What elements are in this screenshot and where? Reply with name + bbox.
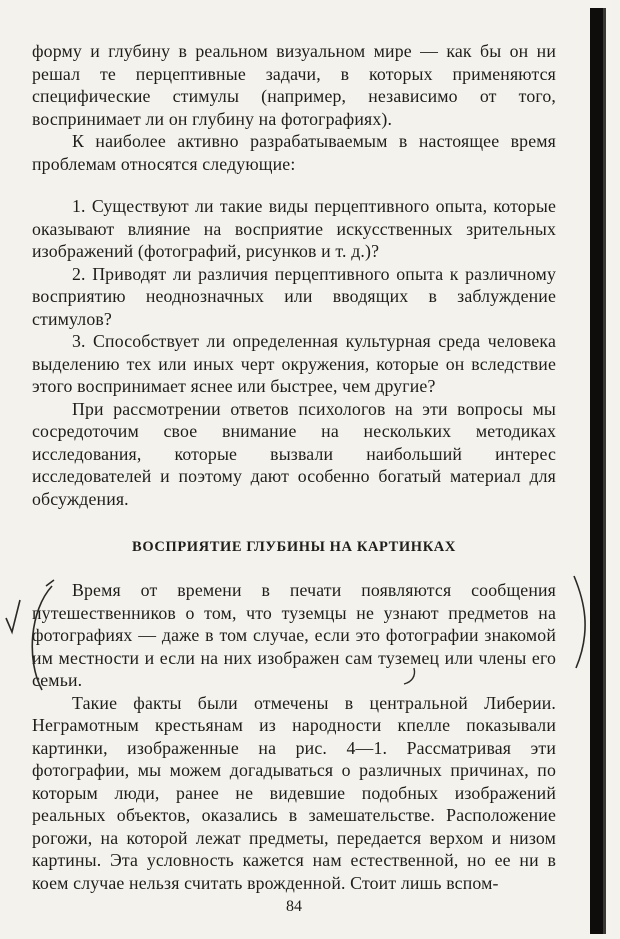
paragraph-methods: При рассмотрении ответов психологов на эти вопросы мы сосредоточим свое внимание на нескольких методиках исследования, которые вызвали наибольший интерес исследователей и поэтому дают особенно богатый материал для обсуждения. — [32, 398, 556, 509]
paragraph-liberia: Такие факты были отмечены в центральной Либерии. Неграмотным крестьянам из народности кпелле показывали картинки, изображенные на рис. 4—1. Рассматривая эти фотографии, мы можем догадываться о различных причинах, по которым люди, ранее не видевшие подобных изображений реальных объектов, оказались в замешательстве. Расположение рогожи, на которой лежат предметы, передается верхом и низом картины. Эта условность кажется нам естественной, но ее ни в коем случае нельзя считать врожденной. Стоит лишь вспом- — [32, 692, 556, 893]
page-number: 84 — [286, 898, 302, 915]
question-1: 1. Существуют ли такие виды перцептивного опыта, которые оказывают влияние на восприятие искусственных зрительных изображений (фотографий, рисунков и т. д.)? — [32, 196, 556, 261]
question-2: 2. Приводят ли различия перцептивного опыта к различному восприятию неоднозначных или вводящих в заблуждение стимулов? — [32, 263, 556, 329]
pencil-checkmark — [6, 600, 20, 632]
paragraph-intro: К наиболее активно разрабатываемым в настоящее время проблемам относятся следующие: — [32, 131, 556, 174]
pencil-bracket-left — [32, 580, 54, 690]
pencil-mark-small — [404, 668, 415, 684]
section-heading: ВОСПРИЯТИЕ ГЛУБИНЫ НА КАРТИНКАХ — [132, 539, 456, 555]
paragraph-continuation: форму и глубину в реальном визуальном мире — как бы он ни решал те перцептивные задачи, в которых применяются специфические стимулы (например, независимо от того, воспринимает ли он глубину на фотографиях). — [32, 41, 556, 129]
paragraph-reports: Время от времени в печати появляются сообщения путешественников о том, что туземцы не узнают предметов на фотографиях — даже в том случае, если это фотографии знакомой им местности и если на них изображен сам туземец или члены его семьи. — [32, 580, 556, 690]
question-3: 3. Способствует ли определенная культурная среда человека выделению тех или иных черт окружения, которые он вследствие этого воспринимает яснее или быстрее, чем другие? — [32, 331, 556, 396]
pencil-bracket-right — [574, 576, 585, 668]
